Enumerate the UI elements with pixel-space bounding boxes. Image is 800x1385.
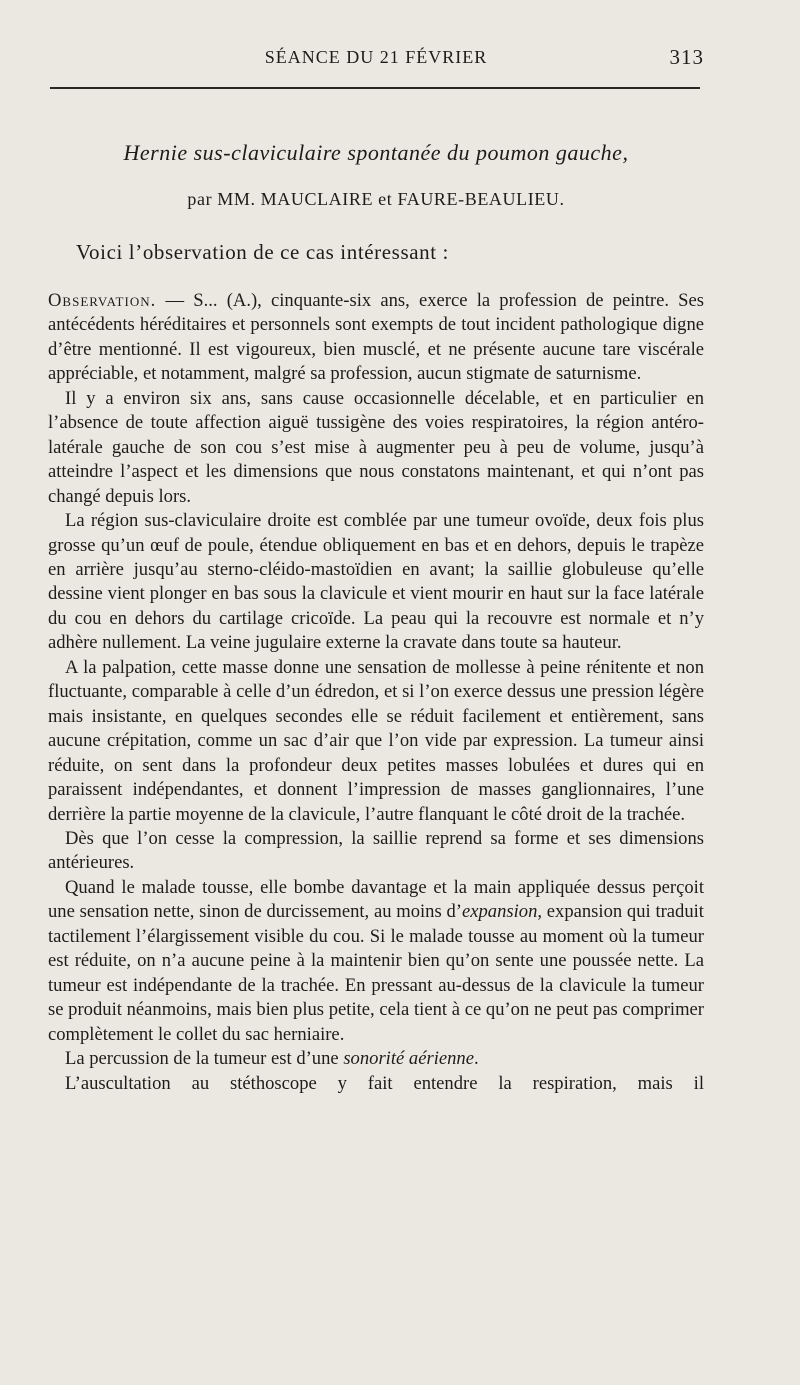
article-body bbox=[48, 289, 704, 1096]
paragraph-percussion bbox=[48, 1047, 704, 1071]
percussion-text-end: . bbox=[473, 1048, 479, 1070]
paragraph-tumor-description: La région sus-claviculaire droite est comblée par une tumeur ovoïde, deux fois plus grosse qu’un œuf de poule, étendue obliquement en bas et en dehors, depuis le trapèze en arrière jusqu’au sterno-cléido-mastoïdien en avant; la saillie globuleuse qu’elle dessine vient plonger en bas sous la clavicule et vient mourir en haut sur la face latérale du cou en dehors du cartilage cricoïde. La peau qui la recouvre est normale et n’y adhère nullement. La veine jugulaire externe la cravate dans toute sa hauteur. bbox=[48, 510, 704, 654]
article-byline: par MM. MAUCLAIRE et FAURE-BEAULIEU. bbox=[187, 189, 565, 209]
page-number: 313 bbox=[669, 45, 704, 69]
observation-label: Observation. bbox=[48, 290, 157, 311]
expansion-emphasis: expansion bbox=[461, 901, 538, 923]
running-title: SÉANCE DU 21 FÉVRIER bbox=[264, 47, 488, 67]
paragraph-palpation: A la palpation, cette masse donne une sensation de mollesse à peine rénitente et non fluctuante, comparable à celle d’un édredon, et si l’on exerce dessus une pression légère mais insistante, en quelques secondes elle se réduit facilement et entièrement, sans aucune crépitation, comme un sac d’air que l’on vide par expression. La tumeur ainsi réduite, on sent dans la profondeur deux petites masses lobulées et dures qui en paraissent indépendantes, et donnent l’impression de masses ganglionnaires, l’une derrière la partie moyenne de la clavicule, l’autre flanquant le côté droit de la trachée. bbox=[48, 656, 704, 825]
intro-sentence: Voici l’observation de ce cas intéressant : bbox=[76, 240, 449, 264]
percussion-text-start: La percussion de la tumeur est d’une bbox=[65, 1048, 344, 1070]
paragraph-observation bbox=[48, 289, 704, 387]
running-head bbox=[48, 44, 704, 74]
sonority-emphasis: sonorité aérienne bbox=[343, 1048, 474, 1070]
cough-text-end: , expansion qui traduit tactilement l’élargissement visible du cou. Si le malade tousse au moment où la tumeur est réduite, on n’a aucune peine à la maintenir bien qu’on sente une poussée nette. La tumeur est indépendante de la trachée. En pressant au-dessus de la clavicule la tumeur se produit néanmoins, mais bien plus petite, cela tient à ce qu’on ne peut pas comprimer complètement le collet du sac herniaire. bbox=[48, 901, 704, 1045]
article-title: Hernie sus-claviculaire spontanée du poumon gauche, bbox=[123, 140, 629, 165]
paragraph-cough bbox=[48, 876, 704, 1047]
observation-text: — S... (A.), cinquante-six ans, exerce la profession de peintre. Ses antécédents héréditaires et personnels sont exempts de tout incident pathologique digne d’être mentionné. Il est vigoureux, bien musclé, et ne présente aucune tare viscérale appréciable, et notamment, malgré sa profession, aucun stigmate de saturnisme. bbox=[48, 290, 704, 385]
header-rule bbox=[50, 87, 700, 89]
paragraph-auscultation: L’auscultation au stéthoscope y fait entendre la respiration, mais il bbox=[65, 1072, 704, 1094]
cough-text-start: Quand le malade tousse, elle bombe davantage et la main appliquée dessus perçoit une sensation nette, sinon de durcissement, au moins d’ bbox=[48, 876, 704, 923]
paragraph-history: Il y a environ six ans, sans cause occasionnelle décelable, et en particulier en l’absence de toute affection aiguë tussigène des voies respiratoires, la région antéro-latérale gauche de son cou s’est mise à augmenter peu à peu de volume, jusqu’à atteindre l’aspect et les dimensions que nous constatons maintenant, et qui n’ont pas changé depuis lors. bbox=[48, 387, 704, 507]
paragraph-compression: Dès que l’on cesse la compression, la saillie reprend sa forme et ses dimensions antérieures. bbox=[48, 827, 704, 874]
